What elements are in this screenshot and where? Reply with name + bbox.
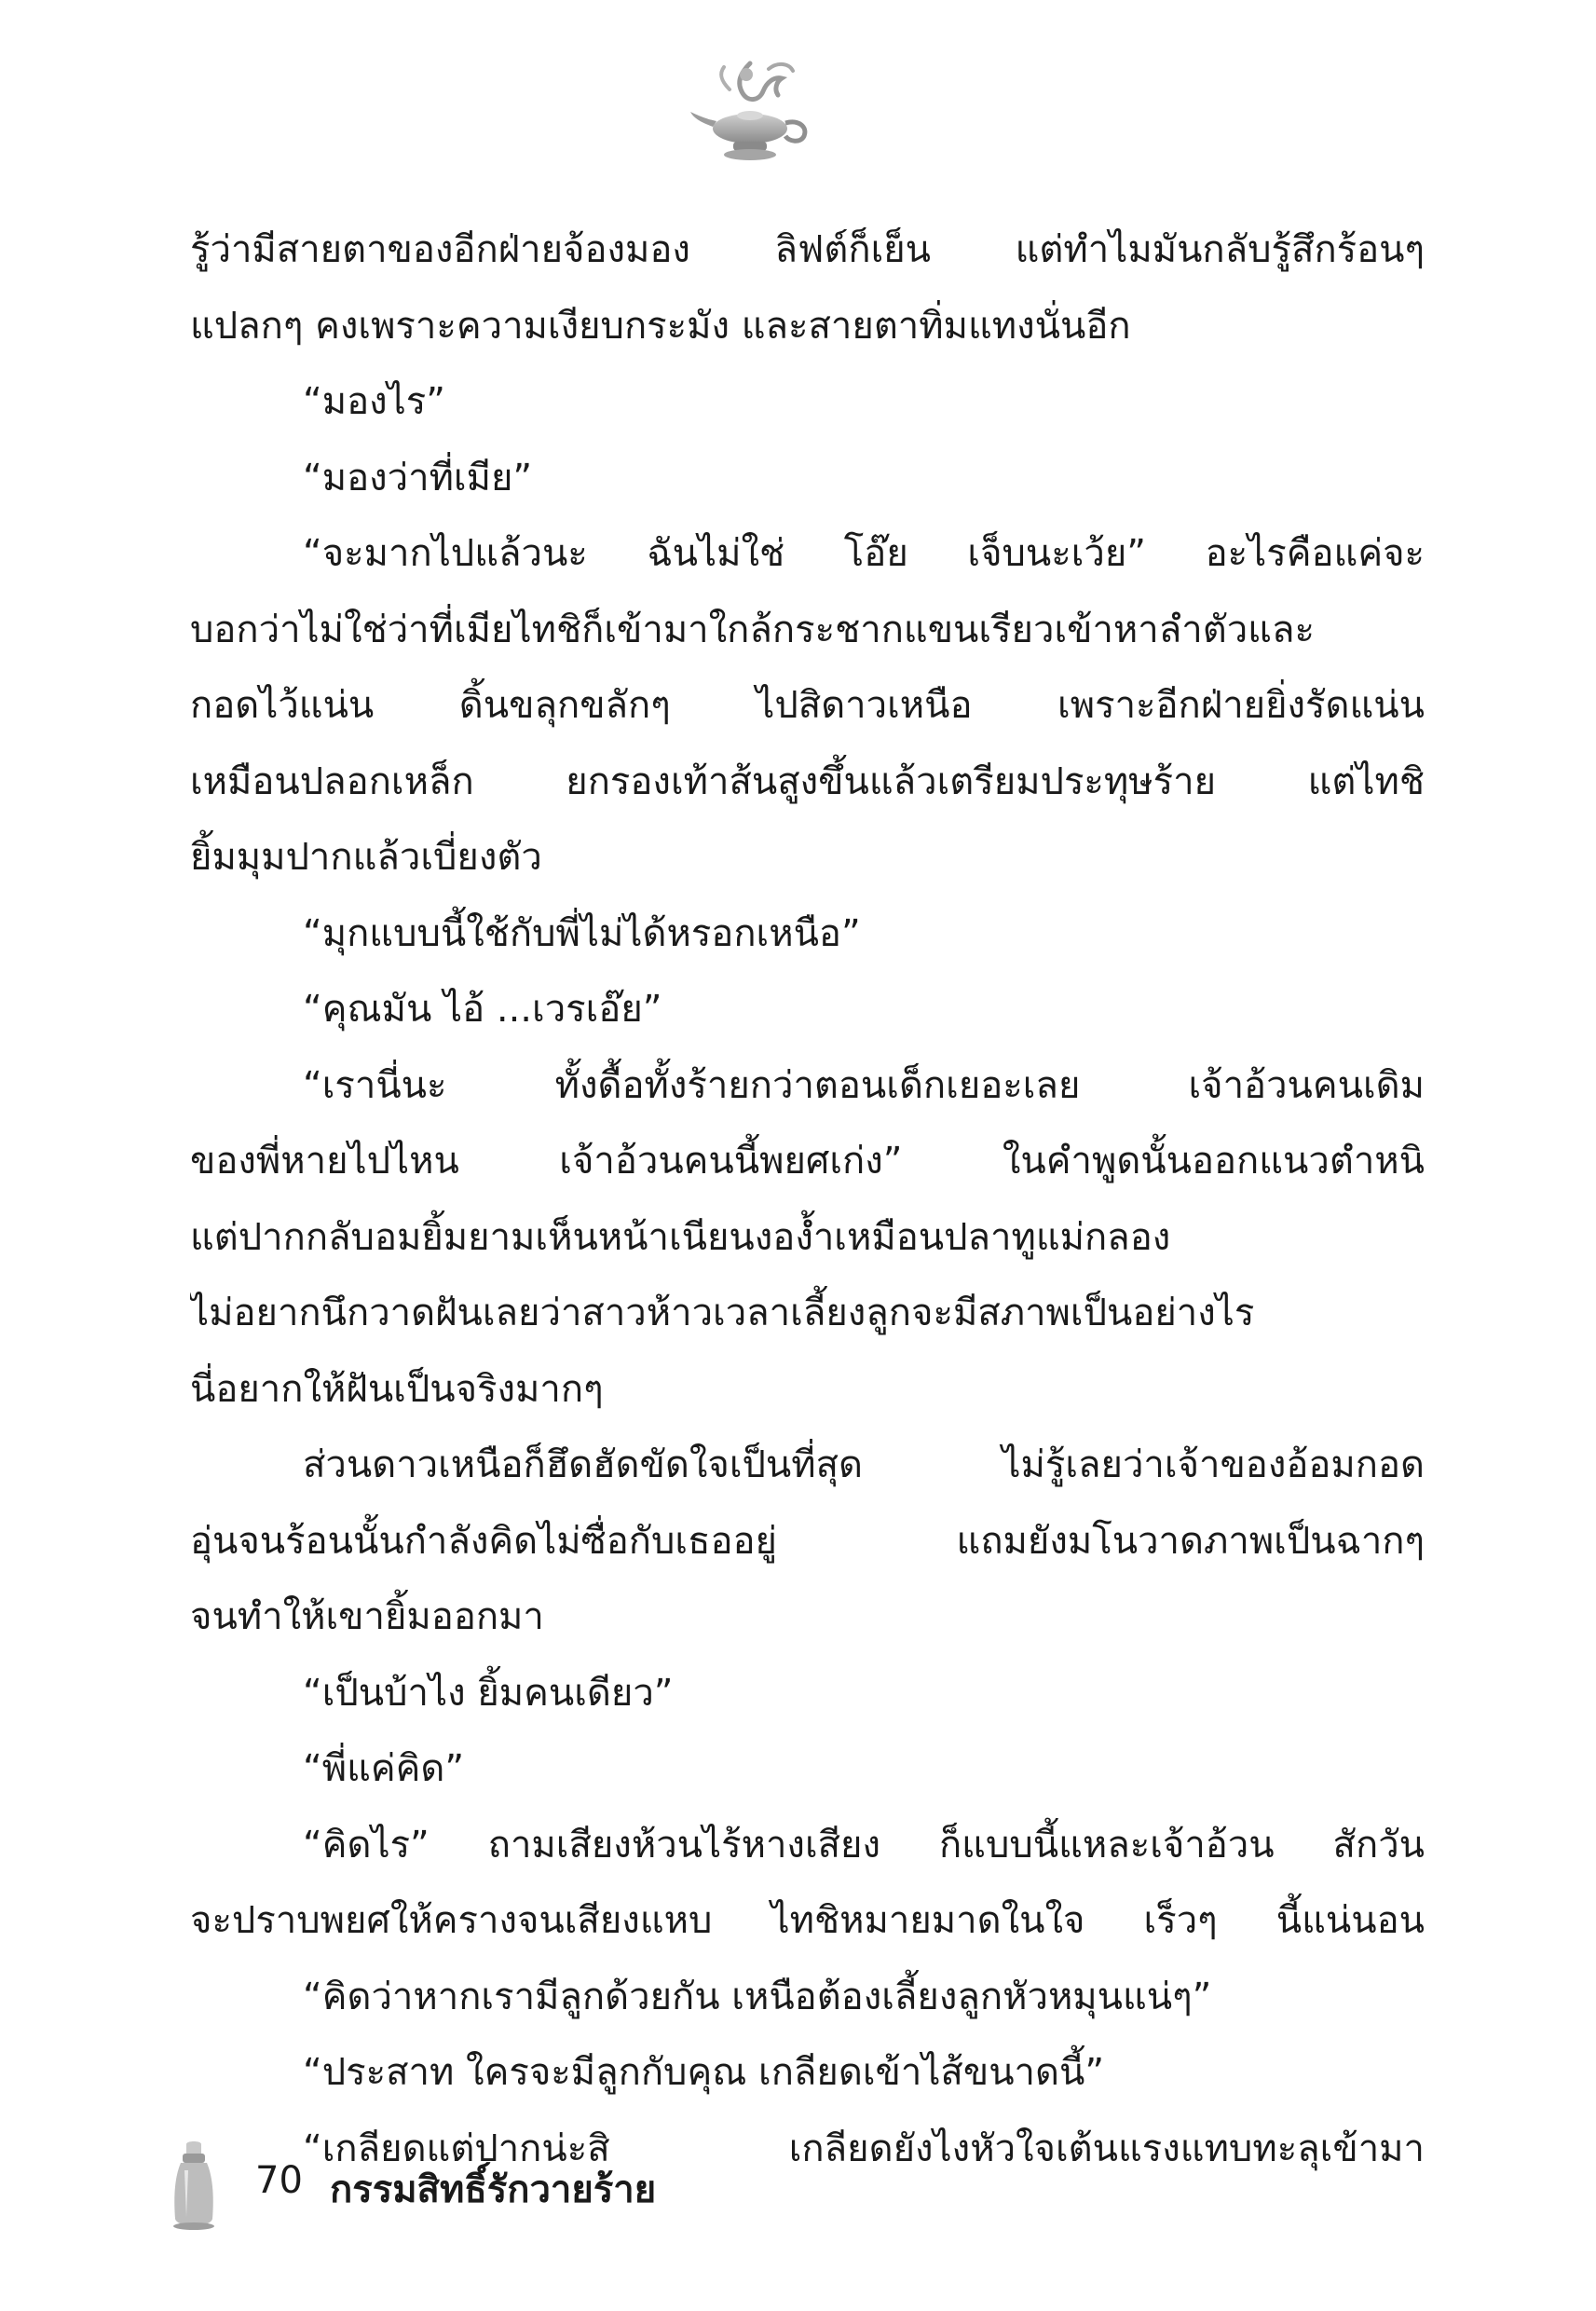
text-line: อุ่นจนร้อนนั้นกำลังคิดไม่ซื่อกับเธออยู่ แถมยังมโนวาดภาพเป็นฉากๆ (190, 1519, 1425, 1563)
text-line: แปลกๆ คงเพราะความเงียบกระมัง และสายตาทิ่มแทงนั่นอีก (190, 304, 1131, 348)
text-line: จะปราบพยศให้ครางจนเสียงแหบ ไทชิหมายมาดในใจ เร็วๆ นี้แน่นอน (190, 1899, 1425, 1942)
text-line: ไม่อยากนึกวาดฝันเลยว่าสาวห้าวเวลาเลี้ยงลูกจะมีสภาพเป็นอย่างไร (190, 1292, 1255, 1334)
dialogue-line: “คุณมัน ไอ้ ...เวรเอ๊ย” (303, 988, 662, 1031)
dialogue-line: “คิดว่าหากเรามีลูกด้วยกัน เหนือต้องเลี้ยงลูกหัวหมุนแน่ๆ” (303, 1975, 1212, 2018)
paragraph-start-line: ส่วนดาวเหนือก็ฮึดฮัดขัดใจเป็นที่สุด ไม่รู้เลยว่าเจ้าของอ้อมกอด (303, 1443, 1425, 1486)
text-line: กอดไว้แน่น ดิ้นขลุกขลักๆ ไปสิดาวเหนือ เพราะอีกฝ่ายยิ่งรัดแน่น (190, 684, 1425, 727)
text-line: ของพี่หายไปไหน เจ้าอ้วนคนนี้พยศเก่ง” ในคำพูดนั้นออกแนวตำหนิ (190, 1140, 1425, 1183)
dialogue-line: “เกลียดแต่ปากน่ะสิ เกลียดยังไงหัวใจเต้นแรงแทบทะลุเข้ามา (303, 2126, 1425, 2170)
text-line: เหมือนปลอกเหล็ก ยกรองเท้าส้นสูงขึ้นแล้วเตรียมประทุษร้าย แต่ไทชิ (190, 759, 1425, 803)
text-line: แต่ปากกลับอมยิ้มยามเห็นหน้าเนียนงอง้ำเหมือนปลาทูแม่กลอง (190, 1215, 1171, 1259)
genie-lamp-icon (685, 54, 815, 166)
dialogue-line: “มองไร” (303, 380, 445, 423)
dialogue-line: “มองว่าที่เมีย” (303, 456, 533, 499)
dialogue-line: “คิดไร” ถามเสียงห้วนไร้หางเสียง ก็แบบนี้แหละเจ้าอ้วน สักวัน (303, 1823, 1425, 1867)
dialogue-line: “เรานี่นะ ทั้งดื้อทั้งร้ายกว่าตอนเด็กเยอะเลย เจ้าอ้วนคนเดิม (303, 1063, 1425, 1107)
book-title: กรรมสิทธิ์รักวายร้าย (330, 2168, 657, 2211)
dialogue-line: “พี่แค่คิด” (303, 1747, 465, 1790)
text-line: ยิ้มมุมปากแล้วเบี่ยงตัว (190, 836, 542, 879)
text-line: นี่อยากให้ฝันเป็นจริงมากๆ (190, 1367, 604, 1411)
text-line: จนทำให้เขายิ้มออกมา (190, 1595, 544, 1638)
page-footer (166, 2139, 818, 2232)
dialogue-line: “จะมากไปแล้วนะ ฉันไม่ใช่ โอ๊ย เจ็บนะเว้ย” อะไรคือแค่จะ (303, 532, 1425, 575)
dialogue-line: “ประสาท ใครจะมีลูกกับคุณ เกลียดเข้าไส้ขนาดนี้” (303, 2051, 1105, 2094)
dialogue-line: “มุกแบบนี้ใช้กับพี่ไม่ได้หรอกเหนือ” (303, 911, 861, 955)
dialogue-line: “เป็นบ้าไง ยิ้มคนเดียว” (303, 1671, 674, 1715)
baby-bottle-icon (166, 2139, 222, 2232)
page-number: 70 (255, 2159, 303, 2202)
text-line: รู้ว่ามีสายตาของอีกฝ่ายจ้องมอง ลิฟต์ก็เย็น แต่ทำไมมันกลับรู้สึกร้อนๆ (190, 228, 1425, 271)
text-line: บอกว่าไม่ใช่ว่าที่เมียไทชิก็เข้ามาใกล้กระชากแขนเรียวเข้าหาลำตัวและ (190, 608, 1315, 651)
body-text (190, 212, 1425, 2187)
